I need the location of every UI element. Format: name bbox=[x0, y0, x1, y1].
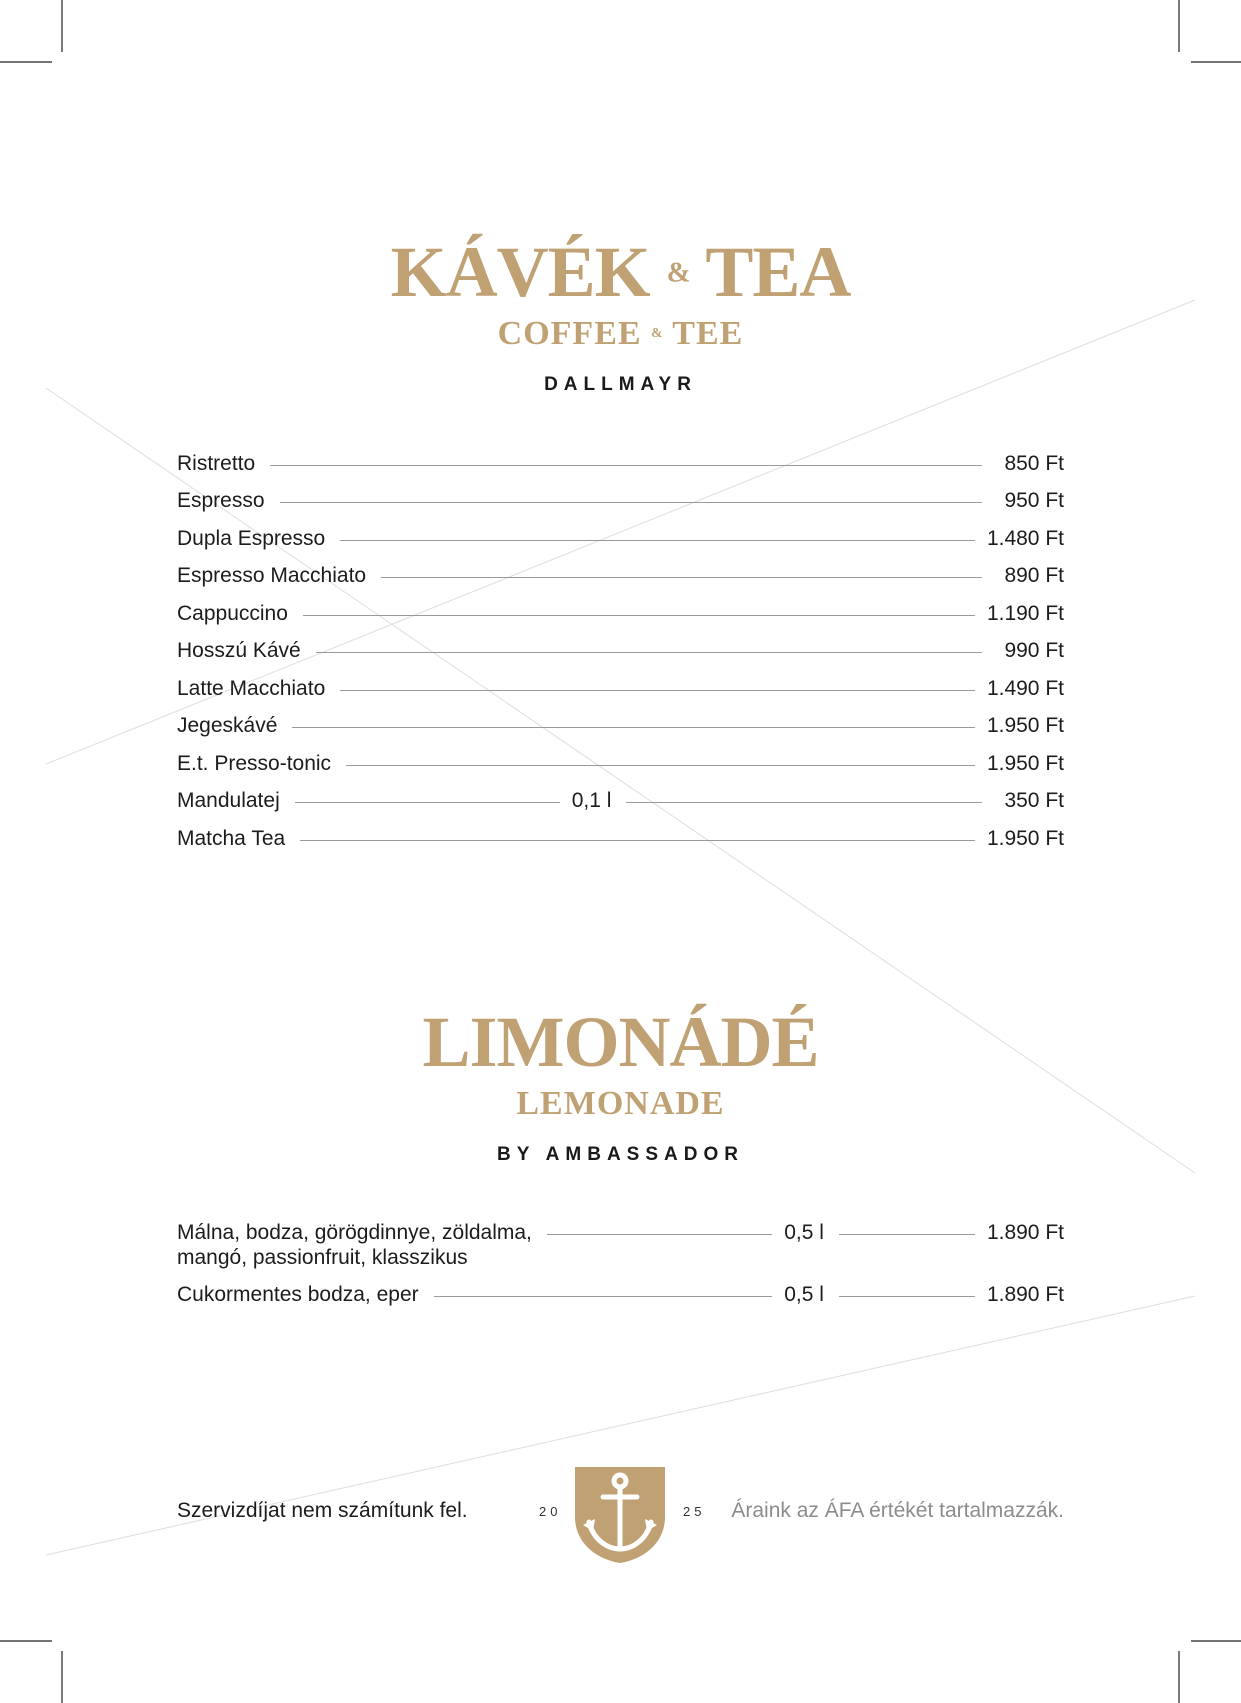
menu-item: Málna, bodza, görögdinnye, zöldalma, 0,5 l 1.890 Ft bbox=[177, 1221, 1064, 1244]
menu-item: Jegeskávé 1.950 Ft bbox=[177, 714, 1064, 737]
item-volume: 0,5 l bbox=[784, 1283, 824, 1306]
year-left: 20 bbox=[539, 1504, 562, 1519]
menu-item: Cukormentes bodza, eper 0,5 l 1.890 Ft bbox=[177, 1283, 1064, 1306]
year-right: 25 bbox=[683, 1504, 706, 1519]
anchor-shield-icon bbox=[575, 1467, 665, 1563]
menu-item-continuation: mangó, passionfruit, klasszikus bbox=[177, 1246, 468, 1269]
menu-item: Espresso 950 Ft bbox=[177, 489, 1064, 512]
item-volume: 0,1 l bbox=[571, 789, 612, 812]
coffee-brand: DALLMAYR bbox=[544, 374, 697, 395]
menu-item: E.t. Presso-tonic 1.950 Ft bbox=[177, 752, 1064, 775]
item-volume: 0,5 l bbox=[784, 1221, 824, 1244]
lemonade-brand: BY AMBASSADOR bbox=[497, 1144, 744, 1165]
menu-item: Cappuccino 1.190 Ft bbox=[177, 602, 1064, 625]
menu-item: Mandulatej 0,1 l 350 Ft bbox=[177, 789, 1064, 812]
service-charge-note: Szervizdíjat nem számítunk fel. bbox=[177, 1499, 468, 1522]
vat-note: Áraink az ÁFA értékét tartalmazzák. bbox=[731, 1499, 1064, 1522]
menu-item: Latte Macchiato 1.490 Ft bbox=[177, 677, 1064, 700]
lemonade-title: LIMONÁDÉ bbox=[422, 1002, 819, 1082]
menu-item: Espresso Macchiato 890 Ft bbox=[177, 564, 1064, 587]
coffee-subtitle: COFFEE & TEE bbox=[497, 315, 744, 352]
coffee-title: KÁVÉK & TEA bbox=[390, 232, 851, 312]
menu-item: Matcha Tea 1.950 Ft bbox=[177, 827, 1064, 850]
menu-item: Dupla Espresso 1.480 Ft bbox=[177, 527, 1064, 550]
menu-item: Hosszú Kávé 990 Ft bbox=[177, 639, 1064, 662]
lemonade-subtitle: LEMONADE bbox=[516, 1085, 725, 1122]
menu-item: Ristretto 850 Ft bbox=[177, 452, 1064, 475]
